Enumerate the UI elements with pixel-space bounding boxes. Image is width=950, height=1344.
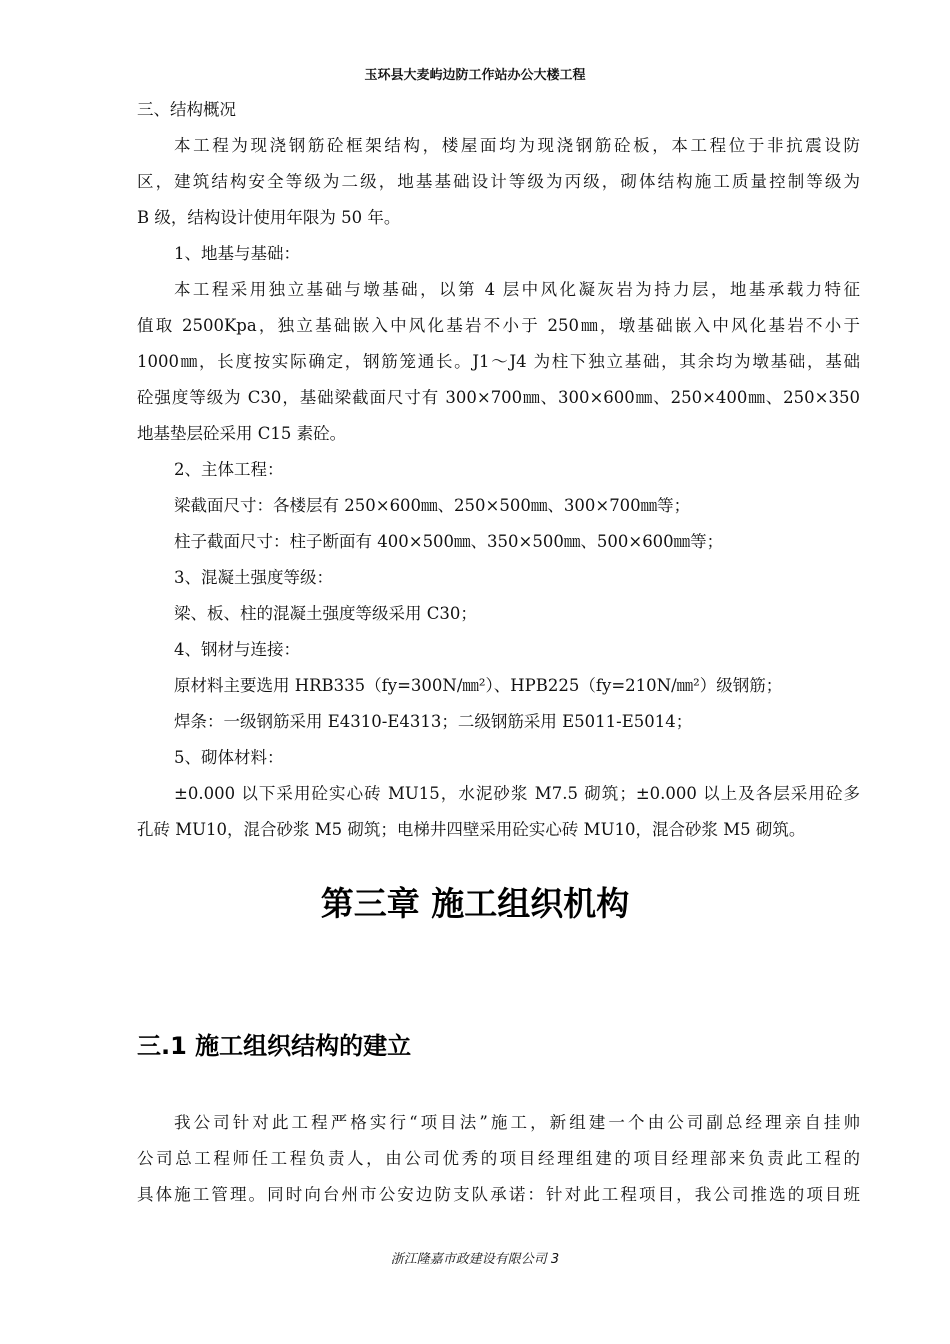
paragraph-line: 地基垫层砼采用 C15 素砼。 [137, 424, 347, 443]
paragraph-line: 砼强度等级为 C30，基础梁截面尺寸有 300×700㎜、300×600㎜、250×400㎜、250×350 [137, 388, 860, 407]
paragraph-line: ±0.000 以下采用砼实心砖 MU15，水泥砂浆 M7.5 砌筑；±0.000 以上及各层采用砼多 [174, 784, 860, 803]
paragraph-line: 焊条：一级钢筋采用 E4310-E4313；二级钢筋采用 E5011-E5014； [174, 712, 693, 731]
subsection-heading: 4、钢材与连接： [174, 640, 300, 659]
page-footer: 浙江隆嘉市政建设有限公司 3 [390, 1252, 560, 1267]
paragraph-line: 本工程采用独立基础与墩基础，以第 4 层中风化凝灰岩为持力层，地基承载力特征 [174, 280, 860, 299]
subsection-heading: 5、砌体材料： [174, 748, 284, 767]
paragraph-line: 具体施工管理。同时向台州市公安边防支队承诺：针对此工程项目，我公司推选的项目班 [137, 1185, 860, 1204]
paragraph-line: 值取 2500Kpa，独立基础嵌入中风化基岩不小于 250㎜，墩基础嵌入中风化基岩不小于 [137, 316, 860, 335]
subsection-heading: 3、混凝土强度等级： [174, 568, 333, 587]
paragraph-line: 孔砖 MU10，混合砂浆 M5 砌筑；电梯井四壁采用砼实心砖 MU10，混合砂浆 M5 砌筑。 [137, 820, 806, 839]
page-header: 玉环县大麦屿边防工作站办公大楼工程 [364, 68, 586, 83]
paragraph-line: 我公司针对此工程严格实行“项目法”施工，新组建一个由公司副总经理亲自挂帅 [174, 1113, 860, 1132]
paragraph-line: 区，建筑结构安全等级为二级，地基基础设计等级为丙级，砌体结构施工质量控制等级为 [137, 172, 860, 191]
paragraph-line: 本工程为现浇钢筋砼框架结构，楼屋面均为现浇钢筋砼板，本工程位于非抗震设防 [174, 136, 860, 155]
subsection-heading: 1、地基与基础： [174, 244, 300, 263]
paragraph-line: 柱子截面尺寸：柱子断面有 400×500㎜、350×500㎜、500×600㎜等； [174, 532, 724, 551]
section-title: 三.1 施工组织结构的建立 [137, 1032, 412, 1060]
section-structure-overview [137, 92, 860, 848]
paragraph-line: 梁截面尺寸：各楼层有 250×600㎜、250×500㎜、300×700㎜等； [174, 496, 691, 515]
paragraph-line: B 级，结构设计使用年限为 50 年。 [137, 208, 401, 227]
section-heading: 三、结构概况 [137, 100, 236, 119]
org-paragraph [137, 1105, 860, 1213]
paragraph-line: 原材料主要选用 HRB335（fy=300N/㎜²）、HPB225（fy=210N/㎜²）级钢筋； [174, 676, 783, 695]
paragraph-line: 梁、板、柱的混凝土强度等级采用 C30； [174, 604, 477, 623]
paragraph-line: 公司总工程师任工程负责人，由公司优秀的项目经理组建的项目经理部来负责此工程的 [137, 1149, 860, 1168]
chapter-title: 第三章 施工组织机构 [320, 884, 630, 923]
paragraph-line: 1000㎜，长度按实际确定，钢筋笼通长。J1～J4 为柱下独立基础，其余均为墩基础，基础 [137, 352, 860, 371]
subsection-heading: 2、主体工程： [174, 460, 284, 479]
